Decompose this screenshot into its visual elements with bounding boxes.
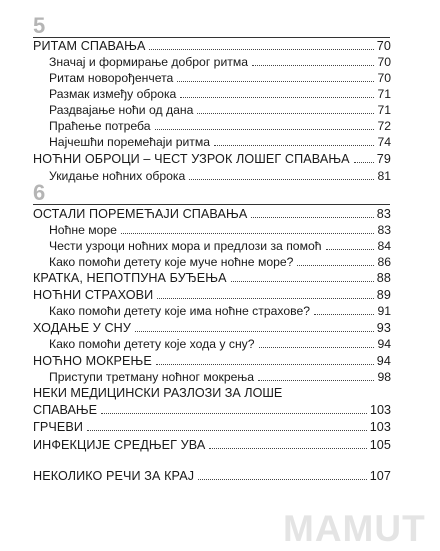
subentry-page: 91 xyxy=(377,304,391,318)
toc-subentry xyxy=(49,337,391,351)
dot-leader xyxy=(209,448,366,449)
toc-entry xyxy=(33,288,391,302)
entry-page: 107 xyxy=(369,469,391,483)
entry-page: 89 xyxy=(376,288,391,302)
entry-title-line1: НЕКИ МЕДИЦИНСКИ РАЗЛОЗИ ЗА ЛОШЕ xyxy=(33,386,283,400)
subentry-page: 72 xyxy=(377,119,391,133)
entry-title: КРАТКА, НЕПОТПУНА БУЂЕЊА xyxy=(33,271,227,285)
dot-leader xyxy=(197,113,374,114)
dot-leader xyxy=(214,145,374,146)
toc-entry xyxy=(33,354,391,368)
entry-title: НОЋНО МОКРЕЊЕ xyxy=(33,354,152,368)
subentry-title: Ритам новорођенчета xyxy=(49,71,174,85)
dot-leader xyxy=(297,265,374,266)
subentry-title: Размак између оброка xyxy=(49,87,177,101)
entry-page: 83 xyxy=(376,207,391,221)
entry-title-line2-row xyxy=(33,403,391,417)
entry-page: 88 xyxy=(376,271,391,285)
toc-entry xyxy=(33,271,391,285)
subentry-title: Приступи третману ноћног мокрења xyxy=(49,370,255,384)
subentry-page: 70 xyxy=(377,71,391,85)
toc-entry-closing xyxy=(33,469,391,483)
toc-subentry xyxy=(49,169,391,183)
dot-leader xyxy=(177,81,374,82)
dot-leader xyxy=(314,314,374,315)
dot-leader xyxy=(87,430,367,431)
subentry-title: Праћење потреба xyxy=(49,119,151,133)
subentry-page: 71 xyxy=(377,103,391,117)
dot-leader xyxy=(121,233,374,234)
dot-leader xyxy=(231,281,374,282)
subentry-title: Укидање ноћних оброка xyxy=(49,169,186,183)
toc-subentry xyxy=(49,87,391,101)
subentry-page: 83 xyxy=(377,223,391,237)
toc-subentry xyxy=(49,103,391,117)
entry-page: 94 xyxy=(376,354,391,368)
dot-leader xyxy=(157,298,374,299)
subentry-page: 94 xyxy=(377,337,391,351)
subentry-page: 70 xyxy=(377,55,391,69)
dot-leader xyxy=(155,129,375,130)
dot-leader xyxy=(149,49,373,50)
chapter-number: 6 xyxy=(33,180,46,205)
entry-title: НОЋНИ СТРАХОВИ xyxy=(33,288,154,302)
dot-leader xyxy=(259,347,375,348)
entry-title: ГРЧЕВИ xyxy=(33,420,84,434)
dot-leader xyxy=(258,380,374,381)
toc-entry xyxy=(33,152,391,166)
toc-entry xyxy=(33,39,391,53)
entry-title: ХОДАЊЕ У СНУ xyxy=(33,321,131,335)
entry-page: 105 xyxy=(369,438,391,452)
entry-page: 103 xyxy=(369,403,391,417)
subentry-page: 81 xyxy=(377,169,391,183)
subentry-title: Како помоћи детету које хода у сну? xyxy=(49,337,255,351)
toc-entry xyxy=(33,420,391,434)
entry-page: 103 xyxy=(369,420,391,434)
toc-entry xyxy=(33,438,391,452)
toc-subentry xyxy=(49,55,391,69)
subentry-title: Раздвајање ноћи од дана xyxy=(49,103,194,117)
subentry-title: Значај и формирање доброг ритма xyxy=(49,55,248,69)
toc-subentry xyxy=(49,239,391,253)
toc-subentry xyxy=(49,223,391,237)
toc-subentry xyxy=(49,304,391,318)
entry-page: 70 xyxy=(376,39,391,53)
entry-title-line2: СПАВАЊЕ xyxy=(33,403,98,417)
dot-leader xyxy=(354,162,374,163)
subentry-page: 74 xyxy=(377,135,391,149)
entry-title: НЕКОЛИКО РЕЧИ ЗА КРАЈ xyxy=(33,469,195,483)
toc-subentry xyxy=(49,370,391,384)
toc-subentry xyxy=(49,255,391,269)
dot-leader xyxy=(180,97,374,98)
chapter-rule xyxy=(33,204,390,205)
subentry-page: 84 xyxy=(377,239,391,253)
toc-entry xyxy=(33,386,391,420)
entry-title: ИНФЕКЦИЈЕ СРЕДЊЕГ УВА xyxy=(33,438,206,452)
toc-entry xyxy=(33,207,391,221)
toc-subentry xyxy=(49,119,391,133)
subentry-page: 86 xyxy=(377,255,391,269)
dot-leader xyxy=(252,65,374,66)
dot-leader xyxy=(135,331,374,332)
subentry-title: Како помоћи детету које муче ноћне море? xyxy=(49,255,294,269)
subentry-title: Најчешћи поремећаји ритма xyxy=(49,135,211,149)
dot-leader xyxy=(156,364,374,365)
dot-leader xyxy=(198,479,367,480)
entry-page: 93 xyxy=(376,321,391,335)
dot-leader xyxy=(101,413,367,414)
subentry-page: 71 xyxy=(377,87,391,101)
entry-title: НОЋНИ ОБРОЦИ – ЧЕСТ УЗРОК ЛОШЕГ СПАВАЊА xyxy=(33,152,350,166)
subentry-title: Чести узроци ноћних мора и предлози за помоћ xyxy=(49,239,322,253)
toc-entry xyxy=(33,321,391,335)
dot-leader xyxy=(326,249,375,250)
mamut-watermark: MAMUT xyxy=(283,508,426,549)
subentry-title: Ноћне море xyxy=(49,223,117,237)
subentry-title: Како помоћи детету које има ноћне страхове? xyxy=(49,304,311,318)
entry-title: ОСТАЛИ ПОРЕМЕЋАЈИ СПАВАЊА xyxy=(33,207,248,221)
dot-leader xyxy=(189,179,374,180)
dot-leader xyxy=(251,217,373,218)
chapter-rule xyxy=(33,37,390,38)
toc-subentry xyxy=(49,135,391,149)
entry-title: РИТАМ СПАВАЊА xyxy=(33,39,146,53)
entry-page: 79 xyxy=(376,152,391,166)
chapter-number: 5 xyxy=(33,13,46,38)
subentry-page: 98 xyxy=(377,370,391,384)
toc-subentry xyxy=(49,71,391,85)
